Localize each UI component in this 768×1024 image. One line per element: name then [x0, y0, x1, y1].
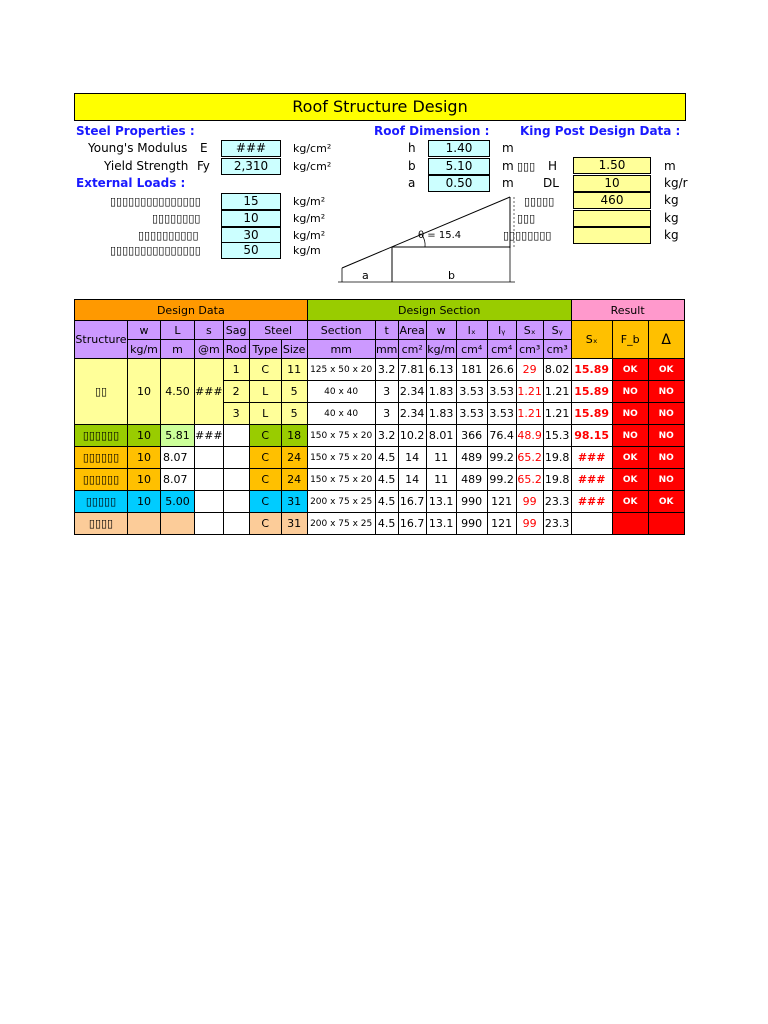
t-cell: 4.5: [375, 491, 398, 513]
group-design-section: Design Section: [307, 300, 571, 321]
kingpost-h-unit: m: [664, 159, 676, 173]
iy-cell: 3.53: [487, 381, 516, 403]
result-sx-cell: 98.15: [571, 425, 612, 447]
youngs-modulus-label: Young's Modulus: [88, 141, 188, 155]
s-cell[interactable]: ###: [195, 425, 224, 447]
result-sx-cell: 15.89: [571, 403, 612, 425]
L-cell[interactable]: 8.07: [161, 469, 195, 491]
size-cell[interactable]: 18: [281, 425, 307, 447]
t-cell: 3.2: [375, 425, 398, 447]
kingpost-h-label: H: [548, 159, 558, 173]
yield-strength-label: Yield Strength: [104, 159, 189, 173]
table-row: [75, 513, 685, 535]
unit-area: cm²: [398, 340, 426, 359]
table-row: [75, 425, 685, 447]
kingpost-r5-unit: kg: [664, 228, 679, 242]
result-fb-cell: NO: [612, 425, 648, 447]
load-unit-2: kg/m²: [293, 212, 326, 225]
type-cell[interactable]: C: [249, 513, 281, 535]
t-cell: 4.5: [375, 513, 398, 535]
steel-properties-heading: Steel Properties :: [76, 124, 195, 138]
col-result-delta: Δ: [648, 321, 684, 359]
load-unit-4: kg/m: [293, 244, 321, 257]
sx-cell: 99: [516, 513, 543, 535]
section-cell: 150 x 75 x 20: [307, 447, 375, 469]
iy-cell: 99.2: [487, 447, 516, 469]
w-cell[interactable]: 10: [128, 425, 161, 447]
ix-cell: 3.53: [456, 381, 487, 403]
kingpost-r5-field[interactable]: [573, 227, 651, 244]
size-cell[interactable]: 11: [281, 359, 307, 381]
kingpost-dl-unit: kg/r: [664, 176, 688, 190]
ix-cell: 3.53: [456, 403, 487, 425]
sag-cell[interactable]: [223, 469, 249, 491]
sx-cell: 99: [516, 491, 543, 513]
section-cell: 40 x 40: [307, 381, 375, 403]
sx-cell: 48.9: [516, 425, 543, 447]
result-sx-cell: [571, 513, 612, 535]
youngs-unit: kg/cm²: [293, 142, 332, 155]
yield-symbol: Fy: [197, 159, 210, 173]
load-label-3: ▯▯▯▯▯▯▯▯▯▯: [138, 229, 199, 242]
w-cell[interactable]: [128, 513, 161, 535]
iy-cell: 99.2: [487, 469, 516, 491]
wt-cell: 6.13: [426, 359, 456, 381]
load-label-1: ▯▯▯▯▯▯▯▯▯▯▯▯▯▯▯: [110, 195, 201, 208]
sx-cell: 1.21: [516, 403, 543, 425]
load-unit-3: kg/m²: [293, 229, 326, 242]
youngs-modulus-field[interactable]: ###: [221, 140, 281, 157]
sy-cell: 23.3: [543, 513, 571, 535]
ix-cell: 366: [456, 425, 487, 447]
wt-cell: 11: [426, 469, 456, 491]
s-cell[interactable]: [195, 513, 224, 535]
t-cell: 4.5: [375, 469, 398, 491]
s-cell[interactable]: [195, 447, 224, 469]
result-delta-cell: NO: [648, 403, 684, 425]
sy-cell: 1.21: [543, 381, 571, 403]
sag-cell[interactable]: 1: [223, 359, 249, 381]
structure-cell: ▯▯: [75, 359, 128, 425]
load-unit-1: kg/m²: [293, 195, 326, 208]
sy-cell: 23.3: [543, 491, 571, 513]
w-cell[interactable]: 10: [128, 359, 161, 425]
roof-b-field[interactable]: 5.10: [428, 158, 490, 175]
t-cell: 3.2: [375, 359, 398, 381]
kingpost-dl-label: DL: [543, 176, 559, 190]
result-delta-cell: NO: [648, 447, 684, 469]
col-ix: Iₓ: [456, 321, 487, 340]
sx-cell: 1.21: [516, 381, 543, 403]
col-iy: Iᵧ: [487, 321, 516, 340]
sy-cell: 1.21: [543, 403, 571, 425]
kingpost-r4-label: ▯▯▯: [517, 212, 536, 225]
result-fb-cell: NO: [612, 381, 648, 403]
sx-cell: 65.2: [516, 447, 543, 469]
area-cell: 7.81: [398, 359, 426, 381]
ix-cell: 489: [456, 469, 487, 491]
kingpost-r4-field[interactable]: [573, 210, 651, 227]
sx-cell: 29: [516, 359, 543, 381]
section-cell: 40 x 40: [307, 403, 375, 425]
unit-w: kg/m: [128, 340, 161, 359]
L-cell[interactable]: 8.07: [161, 447, 195, 469]
section-cell: 125 x 50 x 20: [307, 359, 375, 381]
type-cell[interactable]: C: [249, 359, 281, 381]
size-cell[interactable]: 5: [281, 403, 307, 425]
sy-cell: 15.3: [543, 425, 571, 447]
sag-cell[interactable]: [223, 513, 249, 535]
s-cell[interactable]: ###: [195, 359, 224, 425]
yield-unit: kg/cm²: [293, 160, 332, 173]
L-cell[interactable]: 4.50: [161, 359, 195, 425]
size-cell[interactable]: 31: [281, 513, 307, 535]
unit-t: mm: [375, 340, 398, 359]
wt-cell: 13.1: [426, 491, 456, 513]
roof-h-field[interactable]: 1.40: [428, 140, 490, 157]
size-cell[interactable]: 31: [281, 491, 307, 513]
type-cell[interactable]: C: [249, 425, 281, 447]
iy-cell: 26.6: [487, 359, 516, 381]
col-s: s: [195, 321, 224, 340]
col-t: t: [375, 321, 398, 340]
roof-a-field[interactable]: 0.50: [428, 175, 490, 192]
load-field-3[interactable]: 30: [221, 227, 281, 244]
table-row: [75, 359, 685, 381]
unit-ix: cm⁴: [456, 340, 487, 359]
wt-cell: 11: [426, 447, 456, 469]
kingpost-r3-field[interactable]: 460: [573, 192, 651, 209]
kingpost-r5-label: ▯▯▯▯▯▯▯▯: [503, 229, 552, 242]
load-field-4[interactable]: 50: [221, 242, 281, 259]
kingpost-r3-label: ▯▯▯▯▯: [524, 195, 555, 208]
t-cell: 3: [375, 381, 398, 403]
result-delta-cell: OK: [648, 359, 684, 381]
w-cell[interactable]: 10: [128, 491, 161, 513]
col-structure: Structure: [75, 321, 128, 359]
unit-size: Size: [281, 340, 307, 359]
external-loads-heading: External Loads :: [76, 176, 186, 190]
t-cell: 4.5: [375, 447, 398, 469]
col-wt: w: [426, 321, 456, 340]
col-steel: Steel: [249, 321, 307, 340]
sy-cell: 19.8: [543, 447, 571, 469]
sag-cell[interactable]: 3: [223, 403, 249, 425]
roof-dimension-heading: Roof Dimension :: [374, 124, 490, 138]
diagram-a-label: a: [362, 269, 369, 282]
area-cell: 16.7: [398, 491, 426, 513]
result-fb-cell: OK: [612, 469, 648, 491]
unit-section: mm: [307, 340, 375, 359]
iy-cell: 121: [487, 513, 516, 535]
result-sx-cell: 15.89: [571, 381, 612, 403]
result-sx-cell: ###: [571, 447, 612, 469]
size-cell[interactable]: 24: [281, 447, 307, 469]
youngs-symbol: E: [200, 141, 208, 155]
group-design-data: Design Data: [75, 300, 308, 321]
wt-cell: 1.83: [426, 381, 456, 403]
col-result-sx: Sₓ: [571, 321, 612, 359]
ix-cell: 990: [456, 491, 487, 513]
group-result: Result: [571, 300, 684, 321]
type-cell[interactable]: L: [249, 381, 281, 403]
s-cell[interactable]: [195, 491, 224, 513]
wt-cell: 13.1: [426, 513, 456, 535]
result-fb-cell: OK: [612, 359, 648, 381]
table-row: [75, 447, 685, 469]
sy-cell: 8.02: [543, 359, 571, 381]
kingpost-h-field[interactable]: 1.50: [573, 157, 651, 174]
roof-h-label: h: [408, 141, 416, 155]
col-area: Area: [398, 321, 426, 340]
design-table: [74, 299, 685, 535]
result-fb-cell: OK: [612, 447, 648, 469]
structure-cell: ▯▯▯▯▯: [75, 491, 128, 513]
type-cell[interactable]: C: [249, 469, 281, 491]
section-cell: 200 x 75 x 25: [307, 513, 375, 535]
area-cell: 14: [398, 469, 426, 491]
w-cell[interactable]: 10: [128, 469, 161, 491]
result-delta-cell: [648, 513, 684, 535]
L-cell[interactable]: 5.00: [161, 491, 195, 513]
area-cell: 10.2: [398, 425, 426, 447]
structure-cell: ▯▯▯▯▯▯: [75, 425, 128, 447]
area-cell: 2.34: [398, 403, 426, 425]
iy-cell: 121: [487, 491, 516, 513]
roof-b-unit: m: [502, 159, 514, 173]
kingpost-r4-unit: kg: [664, 211, 679, 225]
type-cell[interactable]: C: [249, 447, 281, 469]
structure-cell: ▯▯▯▯▯▯: [75, 469, 128, 491]
table-row: [75, 469, 685, 491]
col-sag: Sag: [223, 321, 249, 340]
L-cell[interactable]: [161, 513, 195, 535]
area-cell: 2.34: [398, 381, 426, 403]
type-cell[interactable]: C: [249, 491, 281, 513]
load-field-2[interactable]: 10: [221, 210, 281, 227]
area-cell: 14: [398, 447, 426, 469]
L-cell[interactable]: 5.81: [161, 425, 195, 447]
result-fb-cell: OK: [612, 491, 648, 513]
sag-cell[interactable]: 2: [223, 381, 249, 403]
unit-s: @m: [195, 340, 224, 359]
col-L: L: [161, 321, 195, 340]
sx-cell: 65.2: [516, 469, 543, 491]
ix-cell: 181: [456, 359, 487, 381]
result-sx-cell: 15.89: [571, 359, 612, 381]
load-label-2: ▯▯▯▯▯▯▯▯: [152, 212, 201, 225]
col-section: Section: [307, 321, 375, 340]
sy-cell: 19.8: [543, 469, 571, 491]
unit-L: m: [161, 340, 195, 359]
unit-sy: cm³: [543, 340, 571, 359]
kingpost-r3-unit: kg: [664, 193, 679, 207]
roof-b-extra: ▯▯▯: [517, 160, 536, 173]
load-field-1[interactable]: 15: [221, 193, 281, 210]
unit-sag: Rod: [223, 340, 249, 359]
diagram-b-label: b: [448, 269, 455, 282]
col-sy: Sᵧ: [543, 321, 571, 340]
size-cell[interactable]: 5: [281, 381, 307, 403]
section-cell: 200 x 75 x 25: [307, 491, 375, 513]
result-delta-cell: NO: [648, 425, 684, 447]
kingpost-dl-field[interactable]: 10: [573, 175, 651, 192]
w-cell[interactable]: 10: [128, 447, 161, 469]
s-cell[interactable]: [195, 469, 224, 491]
result-delta-cell: NO: [648, 469, 684, 491]
unit-wt: kg/m: [426, 340, 456, 359]
structure-cell: ▯▯▯▯▯▯: [75, 447, 128, 469]
roof-h-unit: m: [502, 141, 514, 155]
table-row: [75, 491, 685, 513]
sag-cell[interactable]: [223, 425, 249, 447]
type-cell[interactable]: L: [249, 403, 281, 425]
result-sx-cell: ###: [571, 491, 612, 513]
unit-type: Type: [249, 340, 281, 359]
section-cell: 150 x 75 x 20: [307, 425, 375, 447]
unit-sx: cm³: [516, 340, 543, 359]
load-label-4: ▯▯▯▯▯▯▯▯▯▯▯▯▯▯▯: [110, 244, 201, 257]
t-cell: 3: [375, 403, 398, 425]
wt-cell: 1.83: [426, 403, 456, 425]
result-fb-cell: NO: [612, 403, 648, 425]
wt-cell: 8.01: [426, 425, 456, 447]
roof-b-label: b: [408, 159, 416, 173]
angle-label: θ = 15.4: [418, 230, 462, 241]
result-sx-cell: ###: [571, 469, 612, 491]
size-cell[interactable]: 24: [281, 469, 307, 491]
iy-cell: 76.4: [487, 425, 516, 447]
structure-cell: ▯▯▯▯: [75, 513, 128, 535]
sag-cell[interactable]: [223, 491, 249, 513]
ix-cell: 990: [456, 513, 487, 535]
area-cell: 16.7: [398, 513, 426, 535]
page-title: Roof Structure Design: [74, 93, 686, 121]
roof-a-unit: m: [502, 176, 514, 190]
unit-iy: cm⁴: [487, 340, 516, 359]
col-w: w: [128, 321, 161, 340]
sag-cell[interactable]: [223, 447, 249, 469]
result-fb-cell: [612, 513, 648, 535]
result-delta-cell: NO: [648, 381, 684, 403]
king-post-heading: King Post Design Data :: [520, 124, 681, 138]
section-cell: 150 x 75 x 20: [307, 469, 375, 491]
roof-a-label: a: [408, 176, 416, 190]
col-result-fb: F_b: [612, 321, 648, 359]
iy-cell: 3.53: [487, 403, 516, 425]
col-sx: Sₓ: [516, 321, 543, 340]
result-delta-cell: OK: [648, 491, 684, 513]
ix-cell: 489: [456, 447, 487, 469]
yield-strength-field[interactable]: 2,310: [221, 158, 281, 175]
